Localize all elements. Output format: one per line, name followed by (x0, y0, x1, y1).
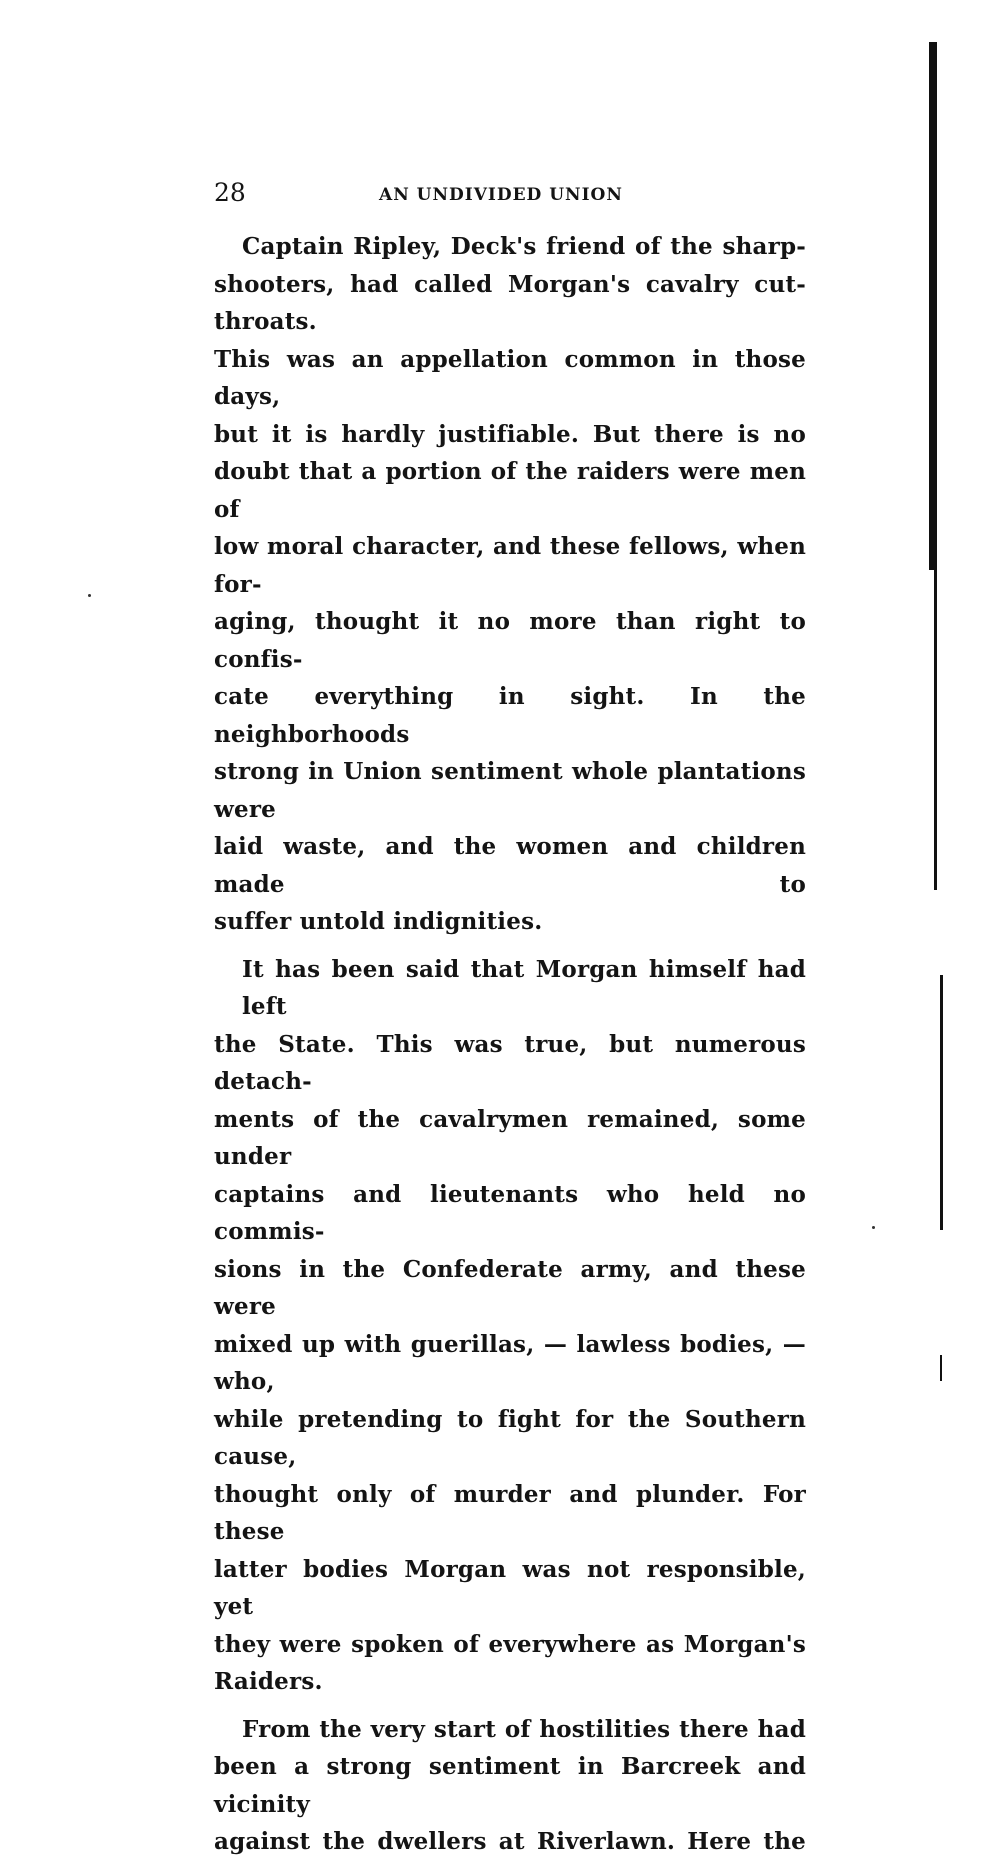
text-line: captains and lieutenants who held no commis- (214, 1180, 806, 1245)
text-line: cate everything in sight. In the neighborhoods (214, 683, 806, 748)
text-line: This was an appellation common in those days, (214, 345, 806, 410)
scan-speck (872, 1226, 875, 1229)
text-line: suffer untold indignities. (214, 908, 543, 935)
text-line: the State. This was true, but numerous detach- (214, 1030, 806, 1095)
text-line: while pretending to fight for the Southern cause, (214, 1405, 806, 1470)
text-line: aging, thought it no more than right to confis- (214, 608, 806, 673)
scan-edge-mark (940, 1355, 942, 1381)
text-line: but it is hardly justifiable. But there is no (214, 420, 806, 448)
text-line: laid waste, and the women and children made to (214, 833, 806, 898)
scan-speck (88, 594, 91, 597)
scan-edge-mark (929, 42, 937, 570)
text-line: It has been said that Morgan himself had left (242, 955, 806, 1020)
text-line: shooters, had called Morgan's cavalry cut-throats. (214, 270, 806, 335)
text-line: ments of the cavalrymen remained, some under (214, 1105, 806, 1170)
running-title: AN UNDIVIDED UNION (379, 185, 623, 205)
text-line: they were spoken of everywhere as Morgan's (214, 1630, 806, 1658)
paragraph (214, 951, 806, 1701)
paragraph (214, 1711, 806, 1861)
text-line: strong in Union sentiment whole plantations were (214, 758, 806, 823)
scan-edge-mark (934, 570, 937, 890)
text-line: low moral character, and these fellows, when for- (214, 533, 806, 598)
scan-edge-mark (940, 975, 943, 1230)
running-head (214, 176, 804, 210)
paragraph (214, 228, 806, 941)
text-line: doubt that a portion of the raiders were men of (214, 458, 806, 523)
text-line: Captain Ripley, Deck's friend of the sharp- (242, 233, 806, 260)
text-line: latter bodies Morgan was not responsible, yet (214, 1555, 806, 1620)
text-line: Raiders. (214, 1668, 323, 1695)
text-line: been a strong sentiment in Barcreek and vicinity (214, 1753, 806, 1818)
body-text (214, 228, 806, 1871)
text-line: thought only of murder and plunder. For these (214, 1480, 806, 1545)
text-line: against the dwellers at Riverlawn. Here the (214, 1828, 806, 1855)
page-number: 28 (214, 178, 246, 207)
text-line: From the very start of hostilities there had (242, 1715, 806, 1743)
text-line: sions in the Confederate army, and these were (214, 1255, 806, 1320)
text-line: mixed up with guerillas, — lawless bodies, — who, (214, 1330, 806, 1395)
